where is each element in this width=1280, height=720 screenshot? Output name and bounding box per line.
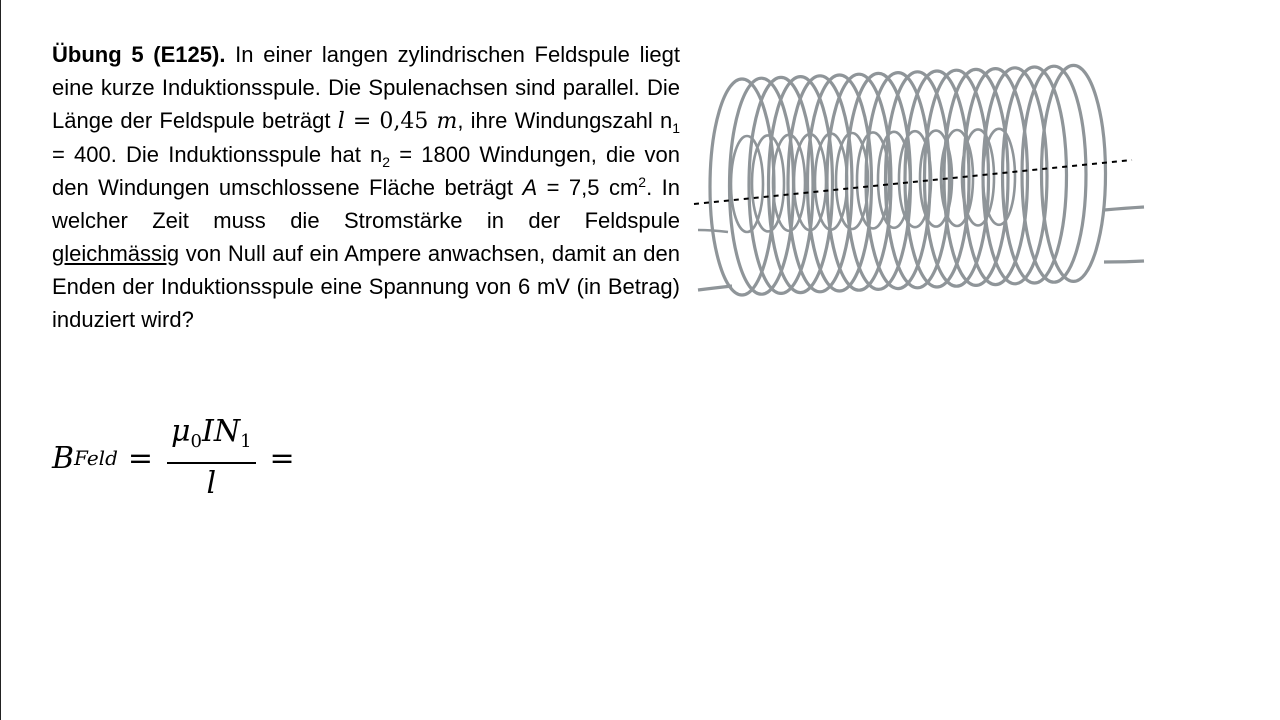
formula-numerator bbox=[167, 414, 256, 464]
formula-fraction bbox=[167, 414, 256, 502]
field-coil-winding bbox=[1042, 65, 1106, 281]
n-subscript: 1 bbox=[240, 431, 252, 452]
formula-equals-2: = bbox=[269, 440, 295, 476]
n2-subscript: 2 bbox=[382, 154, 391, 170]
formula-denominator: l bbox=[206, 466, 217, 501]
formula-lhs: B bbox=[52, 440, 75, 476]
field-coil-winding bbox=[788, 76, 852, 292]
problem-text-2: , ihre Windungszahl n bbox=[457, 108, 673, 133]
field-coil-winding bbox=[769, 77, 833, 293]
length-unit: m bbox=[436, 109, 458, 134]
problem-title: Übung 5 (E125). bbox=[52, 42, 226, 67]
coil-lead-right-bottom bbox=[1104, 261, 1144, 262]
field-coil-winding bbox=[1022, 66, 1086, 282]
mu-subscript: 0 bbox=[190, 431, 202, 452]
n1-subscript: 1 bbox=[672, 120, 680, 136]
field-coil-winding bbox=[710, 79, 774, 295]
coil-lead-right-top bbox=[1104, 207, 1144, 210]
coil-lead-left-bottom bbox=[698, 286, 732, 290]
problem-text-5: = 7,5 cm bbox=[537, 175, 639, 200]
underlined-word: gleichmässig bbox=[52, 241, 180, 266]
problem-text-3: = 400. Die Induktionsspule hat n bbox=[52, 142, 383, 167]
problem-text-4: = 1800 Windungen, die von den Windungen umschlossene Fläche beträgt bbox=[52, 142, 680, 200]
formula-b-field bbox=[52, 414, 305, 501]
area-variable: A bbox=[522, 175, 538, 200]
coil-illustration bbox=[692, 62, 1152, 312]
mu-symbol: μ bbox=[171, 414, 191, 449]
problem-statement bbox=[52, 38, 680, 336]
coil-lead-left-inner bbox=[698, 230, 728, 232]
problem-text-1: In einer langen zylindrischen Feldspule liegt eine kurze Induktionsspule. Die Spulenachsen sind parallel. Die Länge der Feldspule beträgt bbox=[52, 42, 680, 133]
field-coil-winding bbox=[1003, 67, 1067, 283]
formula-lhs-subscript: Feld bbox=[74, 446, 118, 470]
field-coil-winding bbox=[808, 75, 872, 291]
left-border bbox=[0, 0, 1, 720]
problem-text-6: . In welcher Zeit muss die Stromstärke in der Feldspule bbox=[52, 175, 681, 233]
problem-text-7: von Null auf ein Ampere anwachsen, damit an den Enden der Induktionsspule eine Spannung von 6 mV (in Betrag) induziert wird? bbox=[52, 241, 680, 332]
numerator-rest: IN bbox=[201, 414, 241, 449]
induction-coil-winding bbox=[731, 136, 763, 232]
area-exponent: 2 bbox=[638, 174, 647, 190]
length-variable: l bbox=[337, 109, 345, 134]
field-coil-windings bbox=[710, 65, 1106, 295]
field-coil-winding bbox=[749, 77, 813, 293]
formula-equals-1: = bbox=[127, 440, 154, 476]
length-equals: = 0,45 bbox=[344, 109, 437, 134]
